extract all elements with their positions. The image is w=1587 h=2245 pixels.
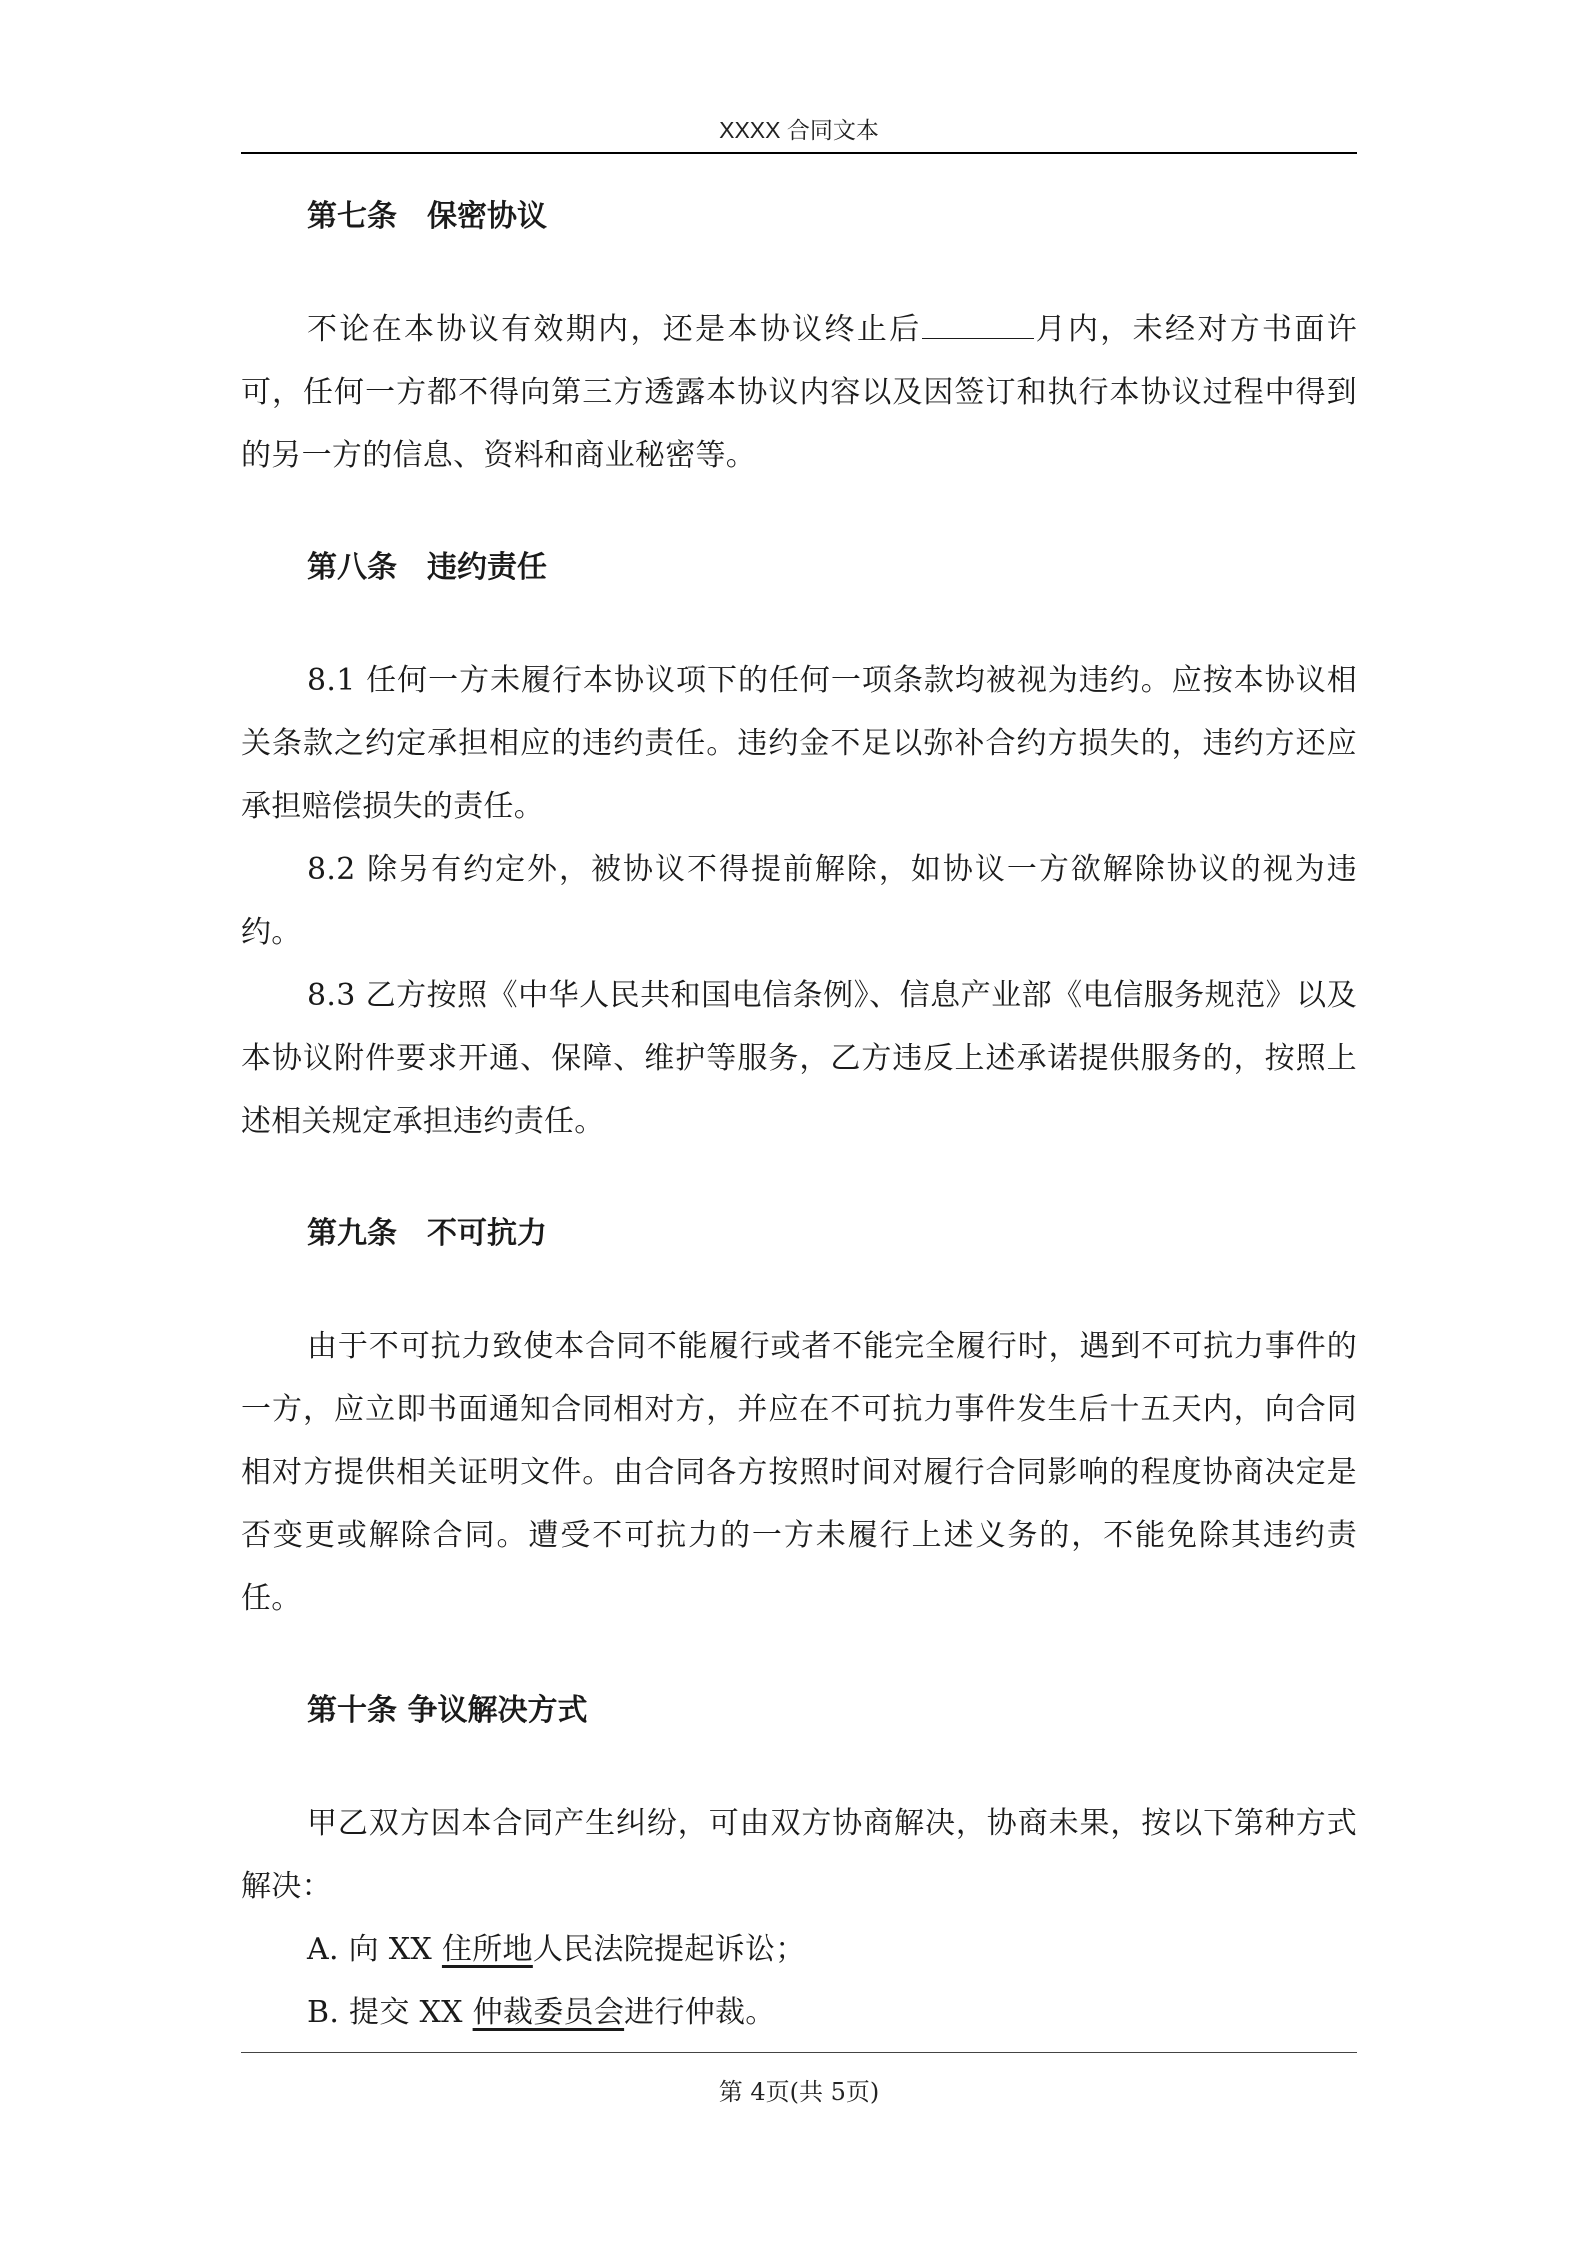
option-b-underlined: 仲裁委员会 [472, 1995, 625, 2030]
months-blank-line [922, 312, 1034, 339]
section-7-text-after-blank: 月内，未经对方书面许可，任何一方都不得向第三方透露本协议内容以及因签订和执行本协议过程中得到的另一方的信息、资料和商业秘密等。 [241, 312, 1358, 473]
option-a-underlined: 住所地 [441, 1932, 533, 1967]
option-b-suffix: 进行仲裁。 [624, 1995, 776, 2030]
page-header [241, 108, 1357, 154]
header-title: XXXX 合同文本 [719, 117, 879, 143]
option-a-suffix: 人民法院提起诉讼； [532, 1932, 806, 1967]
option-b-prefix: B. 提交 XX [307, 1995, 473, 2030]
section-9-paragraph: 由于不可抗力致使本合同不能履行或者不能完全履行时，遇到不可抗力事件的一方，应立即书面通知合同相对方，并应在不可抗力事件发生后十五天内，向合同相对方提供相关证明文件。由合同各方按照时间对履行合同影响的程度协商决定是否变更或解除合同。遭受不可抗力的一方未履行上述义务的，不能免除其违约责任。 [241, 1329, 1357, 1616]
section-8-heading: 第八条 违约责任 [307, 550, 547, 585]
document-body [241, 190, 1357, 2044]
clause-8-1: 8.1 任何一方未履行本协议项下的任何一项条款均被视为违约。应按本协议相关条款之约定承担相应的违约责任。违约金不足以弥补合约方损失的，违约方还应承担赔偿损失的责任。 [241, 663, 1357, 824]
page-footer [241, 2052, 1357, 2107]
section-7-paragraph [241, 298, 1357, 487]
option-a-prefix: A. 向 XX [307, 1932, 442, 1967]
dispute-option-a [241, 1918, 1357, 1981]
section-7-text-before-blank: 不论在本协议有效期内，还是本协议终止后 [307, 312, 922, 347]
section-9-heading: 第九条 不可抗力 [307, 1216, 547, 1251]
clause-8-2: 8.2 除另有约定外，被协议不得提前解除，如协议一方欲解除协议的视为违约。 [241, 852, 1357, 950]
dispute-option-b [241, 1981, 1357, 2044]
section-7-heading: 第七条 保密协议 [307, 199, 547, 234]
section-10-paragraph: 甲乙双方因本合同产生纠纷，可由双方协商解决，协商未果，按以下第种方式解决： [241, 1806, 1357, 1904]
section-10-heading: 第十条 争议解决方式 [307, 1693, 588, 1728]
page-number: 第 4页(共 5页) [718, 2078, 880, 2106]
clause-8-3: 8.3 乙方按照《中华人民共和国电信条例》、信息产业部《电信服务规范》以及本协议附件要求开通、保障、维护等服务，乙方违反上述承诺提供服务的，按照上述相关规定承担违约责任。 [241, 978, 1357, 1139]
